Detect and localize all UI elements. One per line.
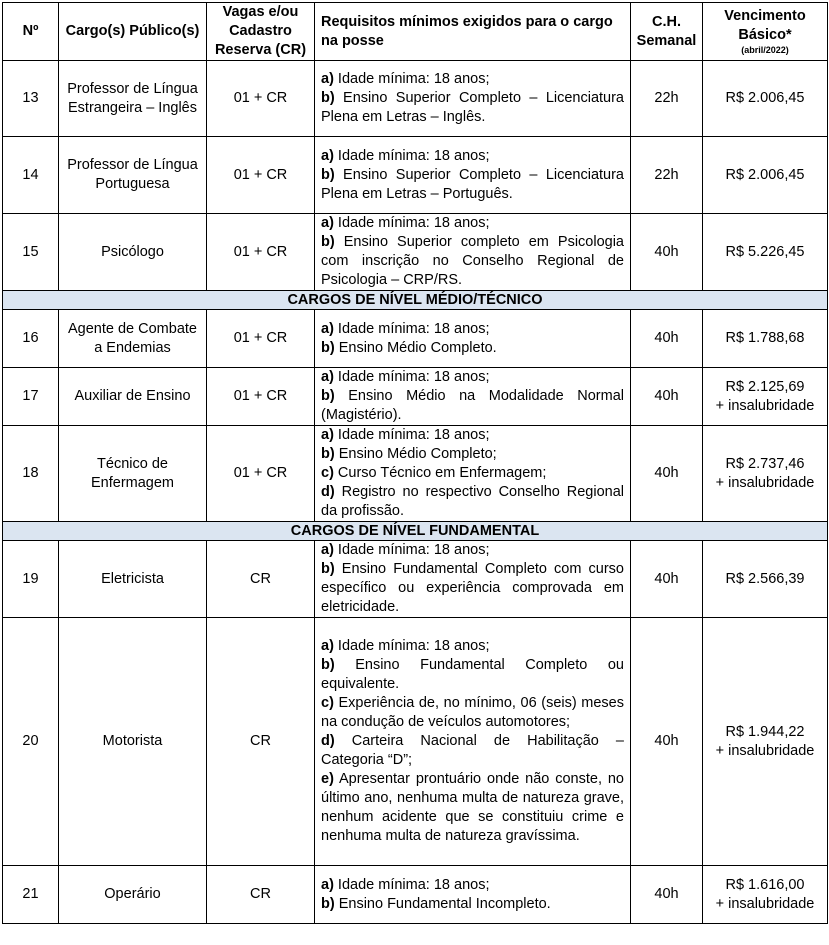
requirement-item [321, 387, 624, 425]
section-row [3, 291, 828, 310]
row-ch: 22h [631, 137, 703, 214]
row-num: 18 [3, 426, 59, 522]
vencimento-value: R$ 1.616,00 [725, 876, 805, 893]
row-cargo: Professor de Língua Portuguesa [59, 137, 207, 214]
vencimento-value: R$ 1.944,22 [725, 723, 805, 740]
requirement-text: Idade mínima: 18 anos; [333, 876, 490, 893]
requirement-item [321, 770, 624, 846]
table-row [3, 866, 828, 924]
row-vagas: 01 + CR [207, 368, 315, 426]
requirement-text: Idade mínima: 18 anos; [333, 147, 490, 164]
vencimento-extra: + insalubridade [715, 397, 815, 414]
row-vagas: 01 + CR [207, 426, 315, 522]
row-cargo: Operário [59, 866, 207, 924]
requirement-item [321, 445, 624, 464]
requirement-text: Ensino Médio na Modalidade Normal (Magistério). [321, 388, 624, 423]
header-num: Nº [3, 3, 59, 61]
row-vagas: 01 + CR [207, 137, 315, 214]
row-vagas: CR [207, 541, 315, 618]
requirement-item [321, 541, 624, 560]
header-cargo: Cargo(s) Público(s) [59, 3, 207, 61]
requirement-letter: b) [321, 561, 335, 577]
requirement-text: Idade mínima: 18 anos; [333, 215, 490, 231]
row-requisitos [315, 368, 631, 426]
row-vencimento [703, 426, 828, 522]
row-cargo: Motorista [59, 618, 207, 866]
table-row [3, 310, 828, 368]
requirement-item [321, 876, 624, 895]
row-requisitos [315, 310, 631, 368]
header-vencimento [703, 3, 828, 61]
requirement-text: Carteira Nacional de Habilitação – Categoria “D”; [321, 733, 624, 768]
requirement-letter: a) [321, 876, 334, 893]
requirement-letter: c) [321, 465, 334, 481]
table-header-row [3, 3, 828, 61]
row-num: 16 [3, 310, 59, 368]
row-requisitos [315, 61, 631, 137]
requirement-letter: a) [321, 147, 334, 164]
requirement-text: Idade mínima: 18 anos; [333, 71, 490, 87]
requirement-item [321, 560, 624, 617]
requirement-letter: a) [321, 320, 334, 337]
row-vencimento [703, 368, 828, 426]
row-requisitos [315, 618, 631, 866]
table-row [3, 541, 828, 618]
row-num: 17 [3, 368, 59, 426]
requirement-letter: e) [321, 771, 334, 787]
requirement-letter: b) [321, 90, 335, 106]
row-requisitos [315, 541, 631, 618]
table-row [3, 137, 828, 214]
table-row [3, 61, 828, 137]
requirement-item [321, 214, 624, 233]
requirement-item [321, 694, 624, 732]
requirement-letter: a) [321, 638, 334, 654]
requirement-letter: b) [321, 339, 335, 356]
requirement-text: Apresentar prontuário onde não conste, no último ano, nenhuma multa de natureza grave, nenhum acidente que se constituiu crime e nenhuma multa de natureza gravíssima. [321, 771, 624, 844]
requirement-item [321, 656, 624, 694]
row-vagas: 01 + CR [207, 214, 315, 291]
row-cargo: Agente de Combate a Endemias [59, 310, 207, 368]
row-vencimento [703, 137, 828, 214]
requirement-letter: b) [321, 446, 335, 462]
vacancy-table [2, 2, 828, 924]
row-requisitos [315, 866, 631, 924]
requirement-text: Ensino Superior Completo – Licenciatura Plena em Letras – Português. [321, 166, 624, 202]
requirement-text: Idade mínima: 18 anos; [333, 638, 490, 654]
vencimento-value: R$ 2.737,46 [725, 455, 805, 472]
table-row [3, 368, 828, 426]
row-num: 21 [3, 866, 59, 924]
row-vencimento [703, 310, 828, 368]
requirement-item [321, 233, 624, 290]
requirement-item [321, 320, 624, 339]
row-cargo: Auxiliar de Ensino [59, 368, 207, 426]
row-num: 19 [3, 541, 59, 618]
requirement-item [321, 70, 624, 89]
row-cargo: Psicólogo [59, 214, 207, 291]
vencimento-value: R$ 2.125,69 [725, 378, 805, 395]
requirement-text: Ensino Fundamental Incompleto. [334, 895, 551, 912]
row-cargo: Professor de Língua Estrangeira – Inglês [59, 61, 207, 137]
row-vagas: CR [207, 866, 315, 924]
table-row [3, 214, 828, 291]
row-ch: 40h [631, 426, 703, 522]
table-row [3, 618, 828, 866]
row-vencimento [703, 866, 828, 924]
requirement-letter: d) [321, 484, 335, 500]
requirement-text: Ensino Médio Completo; [334, 446, 497, 462]
row-ch: 40h [631, 310, 703, 368]
requirement-letter: b) [321, 388, 335, 404]
row-cargo: Técnico de Enfermagem [59, 426, 207, 522]
row-vagas: 01 + CR [207, 310, 315, 368]
vencimento-value: R$ 1.788,68 [725, 330, 805, 346]
row-num: 14 [3, 137, 59, 214]
row-ch: 22h [631, 61, 703, 137]
requirement-letter: a) [321, 427, 334, 443]
requirement-text: Curso Técnico em Enfermagem; [333, 465, 547, 481]
row-num: 13 [3, 61, 59, 137]
requirement-text: Idade mínima: 18 anos; [333, 542, 490, 558]
header-ch: C.H. Semanal [631, 3, 703, 61]
requirement-letter: a) [321, 71, 334, 87]
requirement-item [321, 89, 624, 127]
row-requisitos [315, 137, 631, 214]
row-ch: 40h [631, 541, 703, 618]
row-vencimento [703, 61, 828, 137]
requirement-text: Ensino Médio Completo. [334, 339, 497, 356]
requirement-item [321, 895, 624, 914]
row-vencimento [703, 214, 828, 291]
requirement-text: Idade mínima: 18 anos; [333, 369, 490, 385]
requirement-item [321, 166, 624, 204]
row-num: 15 [3, 214, 59, 291]
vencimento-value: R$ 2.006,45 [725, 166, 805, 183]
requirement-text: Idade mínima: 18 anos; [333, 427, 490, 443]
header-vencimento-note: (abril/2022) [741, 45, 789, 55]
vencimento-value: R$ 2.006,45 [725, 90, 805, 106]
vencimento-value: R$ 2.566,39 [725, 570, 805, 587]
header-vencimento-label: Vencimento Básico* [724, 8, 806, 43]
vencimento-extra: + insalubridade [715, 474, 815, 491]
requirement-text: Ensino Superior Completo – Licenciatura Plena em Letras – Inglês. [321, 90, 624, 125]
row-requisitos [315, 426, 631, 522]
requirement-letter: b) [321, 657, 335, 673]
section-title: CARGOS DE NÍVEL FUNDAMENTAL [3, 522, 828, 541]
row-ch: 40h [631, 618, 703, 866]
table-row [3, 426, 828, 522]
requirement-text: Ensino Fundamental Completo ou equivalente. [321, 657, 624, 692]
requirement-letter: a) [321, 542, 334, 558]
requirement-letter: a) [321, 215, 334, 231]
requirement-text: Experiência de, no mínimo, 06 (seis) meses na condução de veículos automotores; [321, 695, 624, 730]
row-vagas: 01 + CR [207, 61, 315, 137]
requirement-item [321, 147, 624, 166]
requirement-letter: c) [321, 695, 334, 711]
row-cargo: Eletricista [59, 541, 207, 618]
row-requisitos [315, 214, 631, 291]
row-ch: 40h [631, 866, 703, 924]
header-vagas: Vagas e/ou Cadastro Reserva (CR) [207, 3, 315, 61]
requirement-item [321, 732, 624, 770]
requirement-text: Idade mínima: 18 anos; [333, 320, 490, 337]
requirement-item [321, 426, 624, 445]
row-vagas: CR [207, 618, 315, 866]
section-title: CARGOS DE NÍVEL MÉDIO/TÉCNICO [3, 291, 828, 310]
requirement-item [321, 368, 624, 387]
row-vencimento [703, 541, 828, 618]
row-vencimento [703, 618, 828, 866]
requirement-letter: a) [321, 369, 334, 385]
requirement-item [321, 464, 624, 483]
requirement-text: Registro no respectivo Conselho Regional da profissão. [321, 484, 624, 519]
requirement-letter: b) [321, 166, 335, 183]
requirement-item [321, 483, 624, 521]
vencimento-value: R$ 5.226,45 [725, 243, 805, 260]
requirement-text: Ensino Superior completo em Psicologia com inscrição no Conselho Regional de Psicologia – CRP/RS. [321, 234, 624, 288]
row-ch: 40h [631, 368, 703, 426]
row-num: 20 [3, 618, 59, 866]
requirement-letter: d) [321, 733, 335, 749]
requirement-letter: b) [321, 895, 335, 912]
requirement-item [321, 339, 624, 358]
vencimento-extra: + insalubridade [715, 742, 815, 759]
vencimento-extra: + insalubridade [715, 895, 815, 912]
requirement-letter: b) [321, 234, 335, 250]
requirement-text: Ensino Fundamental Completo com curso específico ou experiência comprovada em eletricidade. [321, 561, 624, 615]
requirement-item [321, 637, 624, 656]
header-requisitos: Requisitos mínimos exigidos para o cargo na posse [315, 3, 631, 61]
section-row [3, 522, 828, 541]
row-ch: 40h [631, 214, 703, 291]
